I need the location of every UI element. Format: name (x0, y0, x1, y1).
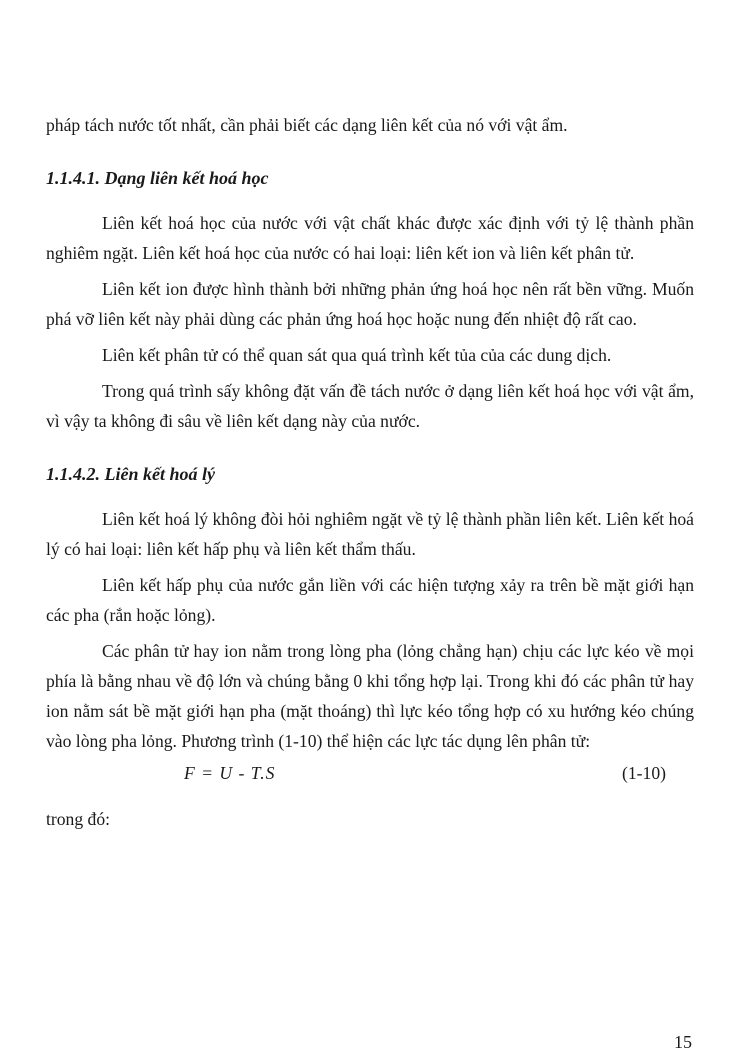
paragraph-surface-forces: Các phân tử hay ion nằm trong lòng pha (lỏng chẳng hạn) chịu các lực kéo về mọi phía là bằng nhau về độ lớn và chúng bằng 0 khi tổng hợp lại. Trong khi đó các phân tử hay ion nằm sát bề mặt giới hạn pha (mặt thoáng) thì lực kéo tổng hợp có xu hướng kéo chúng vào lòng pha lỏng. Phương trình (1-10) thể hiện các lực tác dụng lên phân tử: (46, 641, 694, 751)
page-number: 15 (674, 1032, 692, 1052)
paragraph-physicochemical-definition: Liên kết hoá lý không đòi hỏi nghiêm ngặt về tỷ lệ thành phần liên kết. Liên kết hoá lý có hai loại: liên kết hấp phụ và liên kết thẩm thấu. (46, 509, 694, 559)
paragraph-intro: pháp tách nước tốt nhất, cần phải biết các dạng liên kết của nó với vật ẩm. (46, 115, 568, 135)
equation-number: (1-10) (622, 763, 666, 783)
paragraph-drying-note: Trong quá trình sấy không đặt vấn đề tách nước ở dạng liên kết hoá học với vật ẩm, vì vậy ta không đi sâu về liên kết dạng này của nước. (46, 381, 694, 431)
equation-line (46, 758, 694, 788)
section-heading-chemical-bond: 1.1.4.1. Dạng liên kết hoá học (46, 168, 269, 188)
equation-formula: F = U - T.S (184, 763, 276, 783)
paragraph-adsorption-bond: Liên kết hấp phụ của nước gắn liền với các hiện tượng xảy ra trên bề mặt giới hạn các pha (rắn hoặc lỏng). (46, 575, 694, 625)
page-content (46, 110, 694, 834)
paragraph-ionic-bond: Liên kết ion được hình thành bởi những phản ứng hoá học nên rất bền vững. Muốn phá vỡ liên kết này phải dùng các phản ứng hoá học hoặc nung đến nhiệt độ rất cao. (46, 279, 694, 329)
section-heading-physicochemical-bond: 1.1.4.2. Liên kết hoá lý (46, 464, 215, 484)
paragraph-chemical-bond-definition: Liên kết hoá học của nước với vật chất khác được xác định với tỷ lệ thành phần nghiêm ngặt. Liên kết hoá học của nước có hai loại: liên kết ion và liên kết phân tử. (46, 213, 694, 263)
paragraph-where: trong đó: (46, 809, 111, 829)
paragraph-molecular-bond: Liên kết phân tử có thể quan sát qua quá trình kết tủa của các dung dịch. (102, 345, 612, 365)
